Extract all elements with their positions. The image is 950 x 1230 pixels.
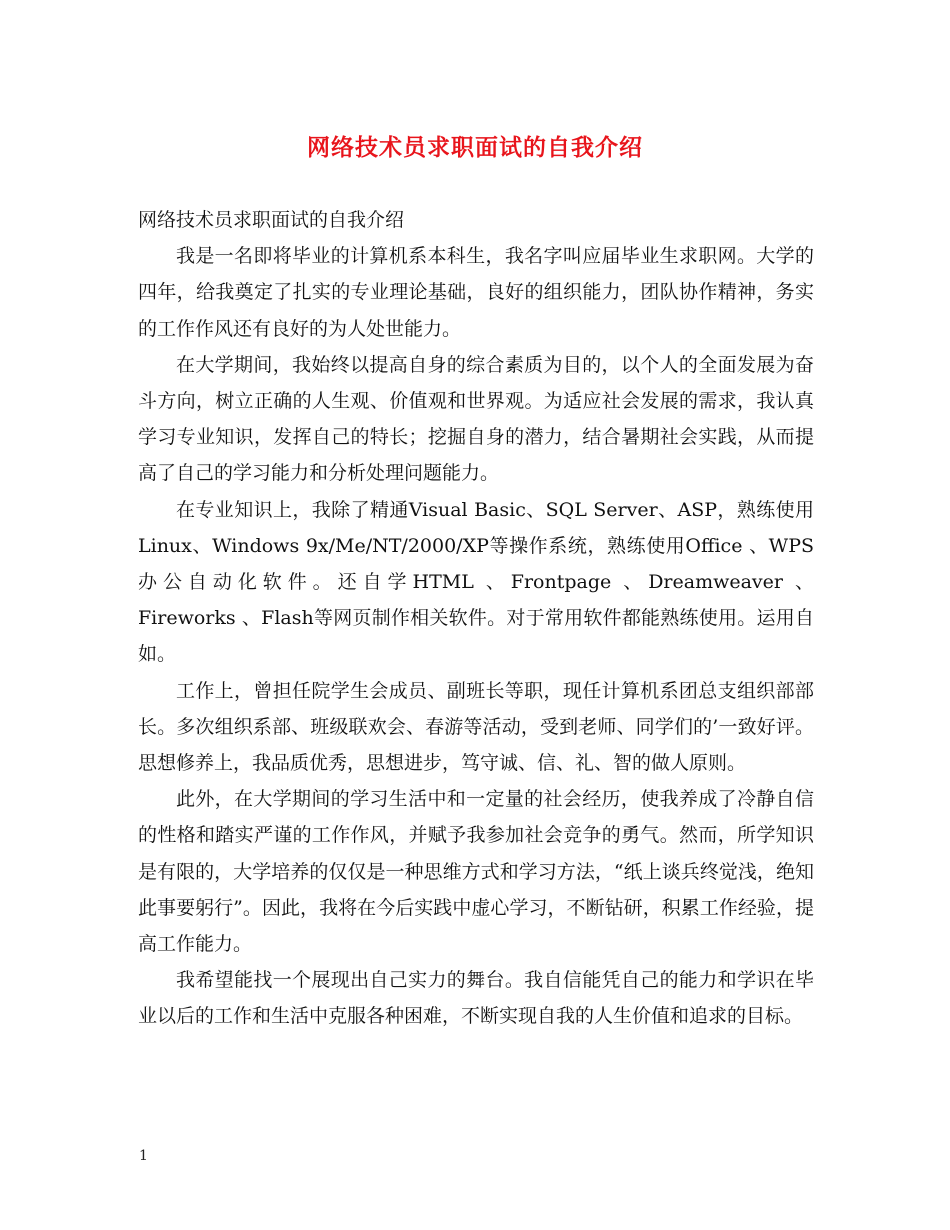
paragraph-1: 我是一名即将毕业的计算机系本科生，我名字叫应届毕业生求职网。大学的四年，给我奠定了扎实的专业理论基础，良好的组织能力，团队协作精神，务实的工作作风还有良好的为人处世能力。 bbox=[138, 245, 814, 340]
page-number: 1 bbox=[139, 1148, 148, 1164]
document-body bbox=[138, 202, 814, 1035]
paragraph-5: 此外，在大学期间的学习生活中和一定量的社会经历，使我养成了冷静自信的性格和踏实严谨的工作作风，并赋予我参加社会竞争的勇气。然而，所学知识是有限的，大学培养的仅仅是一种思维方式和学习方法，“纸上谈兵终觉浅，绝知此事要躬行”。因此，我将在今后实践中虚心学习，不断钻研，积累工作经验，提高工作能力。 bbox=[138, 788, 814, 956]
document-title: 网络技术员求职面试的自我介绍 bbox=[307, 134, 643, 161]
body-heading: 网络技术员求职面试的自我介绍 bbox=[138, 209, 405, 231]
paragraph-6: 我希望能找一个展现出自己实力的舞台。我自信能凭自己的能力和学识在毕业以后的工作和生活中克服各种困难，不断实现自我的人生价值和追求的目标。 bbox=[138, 969, 814, 1028]
paragraph-3: 在专业知识上，我除了精通Visual Basic、SQL Server、ASP，熟练使用Linux、Windows 9x/Me/NT/2000/XP等操作系统，熟练使用Office 、WPS 办公自动化软件。还自学HTML 、Frontpage 、Dreamweaver 、Fireworks 、Flash等网页制作相关软件。对于常用软件都能熟练使用。运用自如。 bbox=[138, 498, 814, 666]
paragraph-2: 在大学期间，我始终以提高自身的综合素质为目的，以个人的全面发展为奋斗方向，树立正确的人生观、价值观和世界观。为适应社会发展的需求，我认真学习专业知识，发挥自己的特长；挖掘自身的潜力，结合暑期社会实践，从而提高了自己的学习能力和分析处理问题能力。 bbox=[138, 353, 814, 485]
paragraph-4: 工作上，曾担任院学生会成员、副班长等职，现任计算机系团总支组织部部长。多次组织系部、班级联欢会、春游等活动，受到老师、同学们的’一致好评。思想修养上，我品质优秀，思想进步，笃守诚、信、礼、智的做人原则。 bbox=[138, 679, 814, 775]
